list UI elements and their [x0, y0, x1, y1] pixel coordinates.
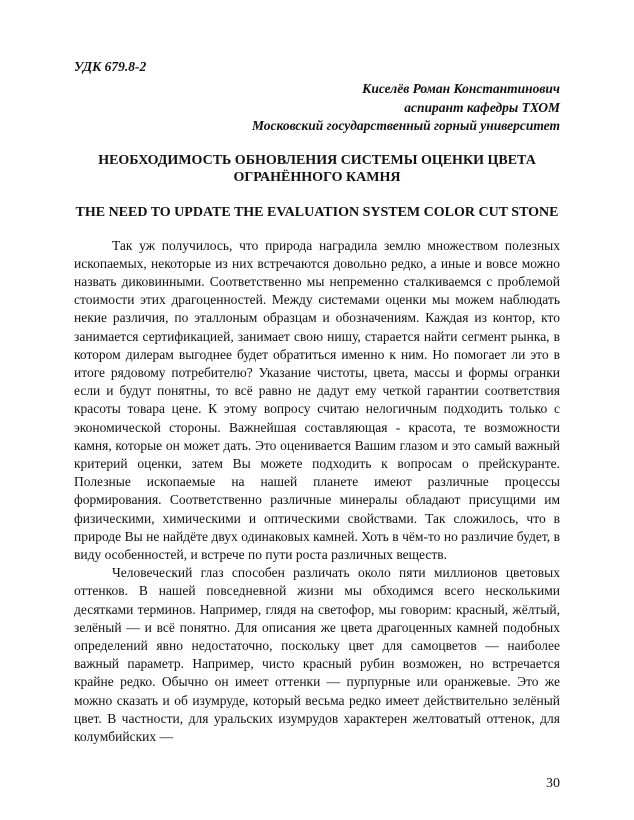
udk-code: УДК 679.8-2	[74, 59, 147, 74]
article-page	[74, 58, 560, 746]
author-affiliation: Московский государственный горный университет	[251, 118, 560, 133]
body-paragraph-2: Человеческий глаз способен различать около пяти миллионов цветовых оттенков. В нашей повседневной жизни мы обходимся всего несколькими десятками терминов. Например, глядя на светофор, мы говорим: красный, жёлтый, зелёный — и всё понятно. Для описания же цвета драгоценных камней подобных определений явно недостаточно, поскольку цвет для самоцветов — наиболее важный параметр. Например, чисто красный рубин возможен, но встречается крайне редко. Обычно он имеет оттенки — пурпурные или оранжевые. Это же можно сказать и об изумруде, который весьма редко имеет действительно зелёный цвет. В частности, для уральских изумрудов характерен желтоватый оттенок, для колумбийских —	[74, 565, 560, 744]
author-block	[74, 80, 560, 136]
article-title-en: THE NEED TO UPDATE THE EVALUATION SYSTEM COLOR CUT STONE	[75, 204, 559, 220]
article-title-ru: НЕОБХОДИМОСТЬ ОБНОВЛЕНИЯ СИСТЕМЫ ОЦЕНКИ ЦВЕТА ОГРАНЁННОГО КАМНЯ	[98, 152, 536, 185]
author-position: аспирант кафедры ТХОМ	[404, 99, 560, 115]
author-name: Киселёв Роман Константинович	[362, 81, 560, 96]
article-body	[74, 237, 560, 747]
body-paragraph-1: Так уж получилось, что природа наградила землю множеством полезных ископаемых, некоторые из них встречаются довольно редко, а иные и вовсе можно назвать диковинными. Соответственно мы непременно сталкиваемся с проблемой стоимости этих драгоценностей. Между системами оценки мы можем наблюдать некие различия, по эталлоным образцам и обозначениям. Каждая из контор, кто занимается сертификацией, занимает свою нишу, старается найти сегмент рынка, в котором дилерам выгоднее будет обратиться именно к ним. Но помогает ли это в итоге рядовому потребителю? Указание чистоты, цвета, массы и формы огранки если и будут понятны, то всё равно не дадут ему четкой гарантии соответствия красоты товара цене. К этому вопросу считаю нелогичным подходить только с экономической стороны. Важнейшая составляющая - красота, те возможности камня, которые он может дать. Это оценивается Вашим глазом и это самый важный критерий оценки, затем Вы можете подходить к вопросам о прейскуранте. Полезные ископаемые на нашей планете имеют различные процессы формирования. Соответственно различные минералы обладают присущими им физическими, химическими и оптическими свойствами. Так сложилось, что в природе Вы не найдёте двух одинаковых камней. Хоть в чём-то но различие будет, в виду особенностей, и встрече по пути роста различных веществ.	[74, 237, 560, 562]
page-number: 30	[546, 776, 560, 791]
